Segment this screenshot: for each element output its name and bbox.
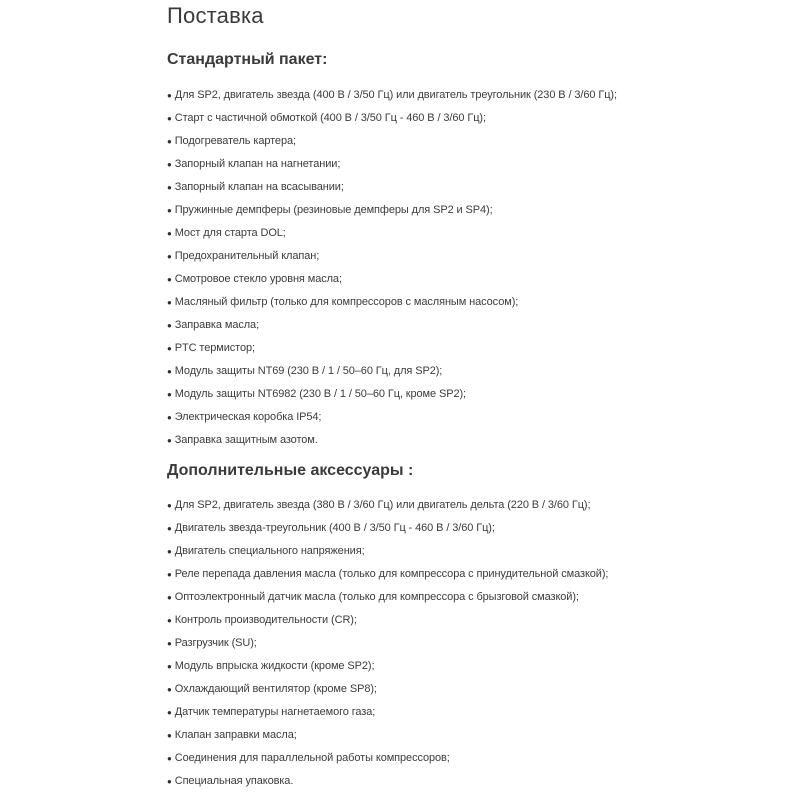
additional-accessories-list xyxy=(167,494,657,793)
list-item-text: Заправка масла; xyxy=(174,319,260,331)
list-item-text: Предохранительный клапан; xyxy=(174,250,320,262)
list-item xyxy=(167,406,657,429)
list-item xyxy=(167,517,657,540)
list-item xyxy=(167,724,657,747)
section-heading-standard-package: Стандартный пакет: xyxy=(167,51,328,68)
list-item xyxy=(167,429,657,452)
list-item-text: Запорный клапан на нагнетании; xyxy=(174,158,341,170)
list-item xyxy=(167,383,657,406)
list-item-text: Масляный фильтр (только для компрессоров с масляным насосом); xyxy=(174,296,519,308)
list-item xyxy=(167,153,657,176)
bullet-icon: ● xyxy=(167,707,172,717)
bullet-icon: ● xyxy=(167,638,172,648)
bullet-icon: ● xyxy=(167,661,172,671)
list-item-text: Соединения для параллельной работы компрессоров; xyxy=(174,752,450,764)
list-item-text: Подогреватель картера; xyxy=(174,135,296,147)
list-item xyxy=(167,84,657,107)
list-item xyxy=(167,245,657,268)
bullet-icon: ● xyxy=(167,389,172,399)
list-item xyxy=(167,609,657,632)
list-item xyxy=(167,107,657,130)
list-item-text: Для SP2, двигатель звезда (400 В / 3/50 Гц) или двигатель треугольник (230 В / 3/60 Гц); xyxy=(174,89,617,101)
list-item xyxy=(167,701,657,724)
bullet-icon: ● xyxy=(167,274,172,284)
list-item-text: PTC термистор; xyxy=(174,342,255,354)
bullet-icon: ● xyxy=(167,753,172,763)
list-item-text: Для SP2, двигатель звезда (380 В / 3/60 Гц) или двигатель дельта (220 В / 3/60 Гц); xyxy=(174,499,591,511)
list-item-text: Двигатель специального напряжения; xyxy=(174,545,365,557)
bullet-icon: ● xyxy=(167,343,172,353)
list-item-text: Разгрузчик (SU); xyxy=(174,637,257,649)
list-item-text: Смотровое стекло уровня масла; xyxy=(174,273,342,285)
list-item xyxy=(167,268,657,291)
list-item-text: Электрическая коробка IP54; xyxy=(174,411,322,423)
standard-package-list xyxy=(167,84,657,452)
bullet-icon: ● xyxy=(167,615,172,625)
list-item xyxy=(167,130,657,153)
bullet-icon: ● xyxy=(167,228,172,238)
list-item xyxy=(167,655,657,678)
bullet-icon: ● xyxy=(167,320,172,330)
bullet-icon: ● xyxy=(167,592,172,602)
list-item-text: Заправка защитным азотом. xyxy=(174,434,318,446)
list-item xyxy=(167,291,657,314)
bullet-icon: ● xyxy=(167,297,172,307)
list-item xyxy=(167,222,657,245)
list-item-text: Мост для старта DOL; xyxy=(174,227,286,239)
list-item xyxy=(167,563,657,586)
list-item-text: Контроль производительности (CR); xyxy=(174,614,357,626)
list-item xyxy=(167,494,657,517)
section-heading-additional-accessories: Дополнительные аксессуары : xyxy=(167,462,414,479)
list-item-text: Охлаждающий вентилятор (кроме SP8); xyxy=(174,683,377,695)
list-item xyxy=(167,337,657,360)
list-item xyxy=(167,360,657,383)
list-item-text: Двигатель звезда-треугольник (400 В / 3/50 Гц - 460 В / 3/60 Гц); xyxy=(174,522,495,534)
list-item xyxy=(167,540,657,563)
bullet-icon: ● xyxy=(167,569,172,579)
bullet-icon: ● xyxy=(167,136,172,146)
document-content xyxy=(167,0,657,793)
list-item-text: Оптоэлектронный датчик масла (только для компрессора с брызговой смазкой); xyxy=(174,591,579,603)
list-item-text: Датчик температуры нагнетаемого газа; xyxy=(174,706,376,718)
bullet-icon: ● xyxy=(167,182,172,192)
list-item xyxy=(167,632,657,655)
bullet-icon: ● xyxy=(167,205,172,215)
list-item xyxy=(167,176,657,199)
list-item-text: Реле перепада давления масла (только для компрессора с принудительной смазкой); xyxy=(174,568,609,580)
list-item-text: Клапан заправки масла; xyxy=(174,729,297,741)
bullet-icon: ● xyxy=(167,90,172,100)
list-item xyxy=(167,770,657,793)
bullet-icon: ● xyxy=(167,435,172,445)
list-item-text: Старт с частичной обмоткой (400 В / 3/50 Гц - 460 В / 3/60 Гц); xyxy=(174,112,486,124)
bullet-icon: ● xyxy=(167,684,172,694)
bullet-icon: ● xyxy=(167,113,172,123)
bullet-icon: ● xyxy=(167,730,172,740)
list-item xyxy=(167,314,657,337)
list-item xyxy=(167,747,657,770)
list-item-text: Пружинные демпферы (резиновые демпферы для SP2 и SP4); xyxy=(174,204,493,216)
bullet-icon: ● xyxy=(167,500,172,510)
list-item-text: Запорный клапан на всасывании; xyxy=(174,181,344,193)
page-title: Поставка xyxy=(167,3,264,28)
list-item-text: Специальная упаковка. xyxy=(174,775,294,787)
list-item-text: Модуль защиты NT69 (230 В / 1 / 50–60 Гц, для SP2); xyxy=(174,365,443,377)
list-item-text: Модуль защиты NT6982 (230 В / 1 / 50–60 Гц, кроме SP2); xyxy=(174,388,466,400)
list-item xyxy=(167,586,657,609)
bullet-icon: ● xyxy=(167,776,172,786)
bullet-icon: ● xyxy=(167,412,172,422)
list-item xyxy=(167,199,657,222)
bullet-icon: ● xyxy=(167,523,172,533)
bullet-icon: ● xyxy=(167,251,172,261)
list-item-text: Модуль впрыска жидкости (кроме SP2); xyxy=(174,660,375,672)
list-item xyxy=(167,678,657,701)
bullet-icon: ● xyxy=(167,159,172,169)
bullet-icon: ● xyxy=(167,546,172,556)
bullet-icon: ● xyxy=(167,366,172,376)
